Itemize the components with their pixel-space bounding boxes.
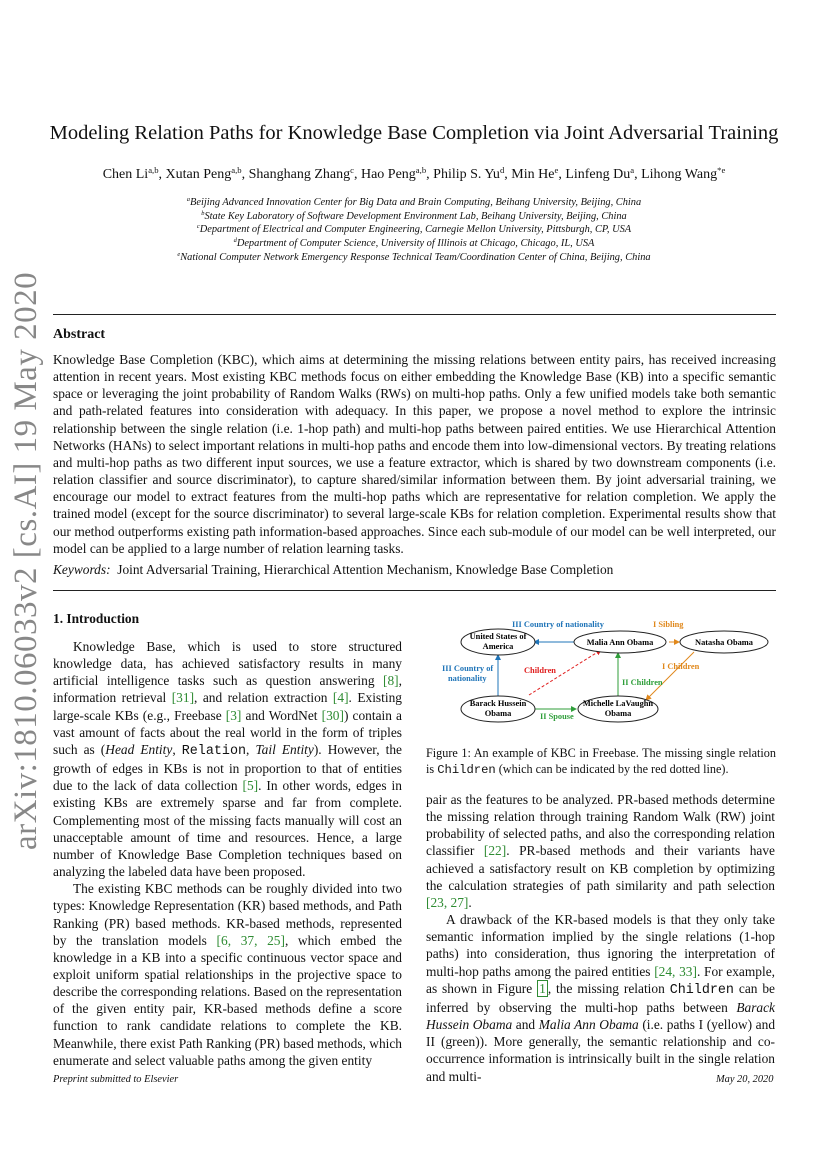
citation-link[interactable]: [24, 33] [654, 963, 697, 979]
citation-link[interactable]: [4] [332, 690, 349, 706]
kb-graph-figure [426, 612, 776, 732]
label-children-green: II Children [622, 678, 663, 687]
citation-link[interactable]: [22] [483, 843, 507, 859]
paper-title: Modeling Relation Paths for Knowledge Base Completion via Joint Adversarial Training [49, 122, 779, 144]
author-list: Chen Li$^{a,b}$, Xutan Peng$^{a,b}$, Shanghang Zhang$^c$, Hao Peng$^{a,b}$, Philip S. Yu$^d$, Min He$^e$, Linfeng Du$^a$, Lihong Wang$^{*e}$ [102, 164, 726, 182]
svg-text:America: America [482, 642, 514, 651]
svg-text:Barack Hussein: Barack Hussein [469, 699, 527, 708]
author: Min He [511, 167, 555, 182]
footer-preprint-note: Preprint submitted to Elsevier [53, 1074, 179, 1085]
paragraph: pair as the features to be analyzed. PR-based methods determine the missing relation through training Random Walk (RW) joint probability of selected paths, and also the corresponding relation classifier [22]. PR-based methods and their variants have achieved a satisfactory result on KB completion by optimizing the calculation strategies of path similarity and path selection [23, 27]. [426, 792, 775, 910]
divider [53, 314, 776, 315]
author: Xutan Peng [165, 167, 232, 182]
paragraph: A drawback of the KR-based models is that they only take semantic information implied by the single relations (1-hop paths) into consideration, thus ignoring the interpretation of multi-hop paths among the paired entities [24, 33]. For example, as shown in Figure 1 , the missing relation Children can be inferred by observing the multi-hop paths between Barack Hussein Obama and Malia Ann Obama (i.e. paths I (yellow) and II (green)). More generally, the semantic relationship and co-occurrence information is intrinsically built in the single relation and multi- [426, 912, 776, 1084]
citation-link[interactable]: [31] [171, 690, 195, 706]
abstract-heading: Abstract [53, 327, 106, 342]
affiliation: $^b$State Key Laboratory of Software Development Environment Lab, Beihang University, Beijing, China [201, 209, 627, 222]
citation-link[interactable]: [8] [383, 673, 399, 689]
label-children-red: Children [524, 666, 556, 675]
paragraph: Knowledge Base, which is used to store structured knowledge data, has achieved satisfactory results in many artificial intelligence tasks such as question answering [8], information retrieval [31], and relation extraction [4]. Existing large-scale KBs (e.g., Freebase [3] and WordNet [30]) contain a vast amount of facts about the real world in the form of triples such as (Head Entity, Relation, Tail Entity). However, the growth of edges in KBs is not in proportion to that of entities due to the lack of data collection [5]. In other words, edges in existing KBs are extremely sparse and far from complete. Complementing most of the missing facts manually will cost an unacceptable amount of time and resources. Hence, a large number of Knowledge Base Completion techniques based on analyzing the labeled data have been proposed. [53, 639, 403, 880]
citation-link[interactable]: [30] [321, 707, 344, 723]
keywords-label: Keywords: [53, 562, 111, 577]
edge-children-orange [646, 652, 694, 700]
affiliations [0, 196, 828, 265]
author: Hao Peng [360, 167, 416, 182]
divider [53, 590, 776, 591]
svg-text:United States of: United States of [469, 632, 527, 641]
citation-link[interactable]: [5] [242, 778, 259, 794]
author: Linfeng Du [565, 167, 631, 182]
author: Shanghang Zhang [248, 167, 351, 182]
author: Lihong Wang [641, 167, 718, 182]
label-sibling: I Sibling [653, 620, 684, 629]
figure-link[interactable]: 1 [539, 980, 546, 996]
left-column-text [53, 638, 402, 1069]
author: Philip S. Yu [433, 167, 500, 182]
section-heading: 1. Introduction [53, 611, 140, 626]
author: Chen Li [102, 167, 149, 182]
svg-text:Michelle LaVaughn: Michelle LaVaughn [582, 699, 654, 708]
footer-date: May 20, 2020 [716, 1074, 774, 1085]
svg-text:Obama: Obama [484, 709, 512, 718]
affiliation: $^d$Department of Computer Science, University of Illinois at Chicago, Chicago, IL, USA [233, 237, 595, 250]
svg-text:Obama: Obama [604, 709, 632, 718]
paragraph: The existing KBC methods can be roughly divided into two types: Knowledge Representation (KR) based methods, and Path Ranking (PR) based methods. KR-based methods, represented by the translation models [6, 37, 25], which embed the knowledge in a KB into a specific continuous vector space and exploit uniform spatial relationships in the projective space to describe the corresponding relations. Based on the representation of the given entity pair, KR-based methods define a score function to rank candidate relations to complete the KB. Meanwhile, there exist Path Ranking (PR) based methods, which enumerate and select valuable paths among the given entity [53, 881, 402, 1068]
abstract-text: Knowledge Base Completion (KBC), which aims at determining the missing relations between entity pairs, has received increasing attention in recent years. Most existing KBC methods focus on either embedding the Knowledge Base (KB) into a specific semantic space or leveraging the joint probability of Random Walks (RWs) on multi-hop paths. Only a few unified models take both semantic and path-related features into consideration with adequacy. In this paper, we propose a novel method to explore the intrinsic relationship between the single relation (i.e. 1-hop path) and multi-hop paths between paired entities. We use Hierarchical Attention Networks (HANs) to select important relations in multi-hop paths and encode them into low-dimensional vectors. By treating relations and multi-hop paths as two different input sources, we use a feature extractor, which is shared by two downstream components (i.e. relation classifier and source discriminator), to capture shared/similar information between them. By joint adversarial training, we encourage our model to extract features from the multi-hop paths which are representative for relation completion. We apply the trained model (except for the source discriminator) to several large-scale KBs for relation completion. Experimental results show that our method outperforms existing path information-based approaches. Since each sub-module of our model can be well interpreted, our model can be applied to a large number of relation learning tasks. [53, 352, 776, 556]
keywords [53, 562, 776, 578]
affiliation: $^e$National Computer Network Emergency Response Technical Team/Coordination Center of China, Beijing, China [177, 250, 651, 263]
right-column-text [426, 791, 775, 1085]
svg-text:Natasha Obama: Natasha Obama [695, 638, 753, 647]
keywords-list: Joint Adversarial Training, Hierarchical Attention Mechanism, Knowledge Base Completion [117, 562, 614, 577]
citation-link[interactable]: [23, 27] [426, 894, 469, 910]
label-country-top: III Country of nationality [512, 620, 604, 629]
affiliation: $^c$Department of Electrical and Computer Engineering, Carnegie Mellon University, Pittsburgh, CP, USA [196, 223, 632, 236]
arxiv-sidebar-stamp: arXiv:1810.06033v2 [cs.AI] 19 May 2020 [8, 271, 44, 850]
citation-link[interactable]: [3] [225, 707, 242, 723]
label-spouse: II Spouse [540, 712, 574, 721]
citation-link[interactable]: [6, 37, 25] [216, 932, 285, 948]
svg-text:Malia Ann Obama: Malia Ann Obama [586, 638, 654, 647]
svg-text:nationality: nationality [448, 674, 487, 683]
label-country-left: III Country of [442, 664, 494, 673]
affiliation: $^a$Beijing Advanced Innovation Center for Big Data and Brain Computing, Beihang University, Beijing, China [186, 196, 642, 208]
figure-caption: Figure 1: An example of KBC in Freebase. The missing single relation is Children (which can be indicated by the red dotted line). [426, 746, 776, 777]
label-children-orange: I Children [662, 662, 700, 671]
